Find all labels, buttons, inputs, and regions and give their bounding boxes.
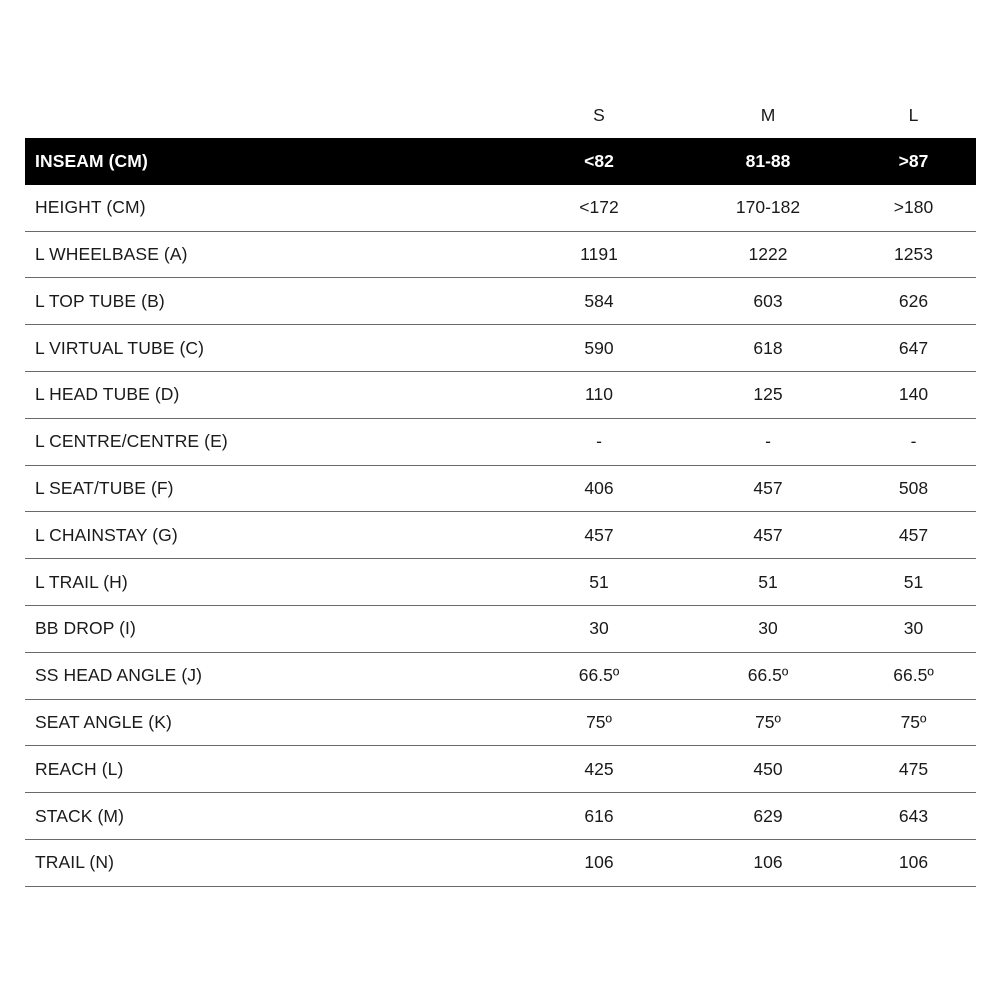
value-s: 106	[584, 852, 614, 873]
value-m: 629	[753, 805, 783, 826]
value-m: 30	[758, 618, 778, 639]
value-m: 603	[753, 290, 783, 311]
value-s: 457	[584, 524, 614, 545]
table-row-trail	[25, 840, 976, 887]
row-label: L WHEELBASE (A)	[35, 243, 188, 264]
value-s: 75º	[586, 711, 612, 732]
value-s: 406	[584, 477, 614, 498]
value-l: >87	[898, 150, 929, 171]
value-s: -	[596, 431, 602, 452]
row-label: STACK (M)	[35, 805, 125, 826]
column-header-l: L	[908, 104, 919, 125]
row-label: SS HEAD ANGLE (J)	[35, 665, 203, 686]
table-row-reach	[25, 746, 976, 793]
value-s: 590	[584, 337, 614, 358]
value-l: >180	[893, 197, 934, 218]
row-label: L SEAT/TUBE (F)	[35, 477, 174, 498]
value-l: 643	[898, 805, 929, 826]
value-m: 618	[753, 337, 783, 358]
value-l: 106	[898, 852, 929, 873]
value-s: 51	[589, 571, 609, 592]
value-l: 1253	[894, 243, 933, 264]
row-label: L CHAINSTAY (G)	[35, 524, 178, 545]
row-label: L VIRTUAL TUBE (C)	[35, 337, 205, 358]
value-l: 647	[898, 337, 929, 358]
value-s: 110	[585, 384, 613, 405]
value-m: 170-182	[735, 197, 801, 218]
row-label: SEAT ANGLE (K)	[35, 711, 172, 732]
table-row-centre-centre	[25, 419, 976, 466]
table-row-head-tube	[25, 372, 976, 419]
table-row-wheelbase	[25, 232, 976, 279]
table-row-height	[25, 185, 976, 232]
value-l: 75º	[900, 711, 927, 732]
column-header-m: M	[760, 104, 776, 125]
value-m: 106	[753, 852, 783, 873]
row-label: L HEAD TUBE (D)	[35, 384, 180, 405]
value-l: 66.5º	[893, 665, 934, 686]
value-s: 425	[584, 758, 614, 779]
value-m: 457	[753, 524, 783, 545]
table-row-chainstay	[25, 512, 976, 559]
table-header-row	[25, 92, 976, 138]
value-m: 457	[753, 477, 783, 498]
row-label: BB DROP (I)	[35, 618, 136, 639]
value-l: 508	[898, 477, 929, 498]
row-label: L CENTRE/CENTRE (E)	[35, 431, 228, 452]
value-m: 51	[758, 571, 778, 592]
value-l: 626	[898, 290, 929, 311]
row-label: L TRAIL (H)	[35, 571, 128, 592]
table-row-bb-drop	[25, 606, 976, 653]
value-m: -	[765, 431, 771, 452]
value-l: 51	[903, 571, 924, 592]
value-s: <172	[579, 197, 619, 218]
value-s: 584	[584, 290, 614, 311]
row-label: L TOP TUBE (B)	[35, 290, 165, 311]
value-s: 66.5º	[578, 665, 620, 686]
table-row-seat-angle	[25, 700, 976, 747]
value-m: 1222	[748, 243, 788, 264]
value-l: 475	[898, 758, 929, 779]
row-label: TRAIL (N)	[35, 852, 115, 873]
value-m: 75º	[755, 711, 781, 732]
row-label: INSEAM (CM)	[35, 150, 148, 171]
table-row-virtual-tube	[25, 325, 976, 372]
table-row-inseam	[25, 138, 976, 185]
table-row-head-angle	[25, 653, 976, 700]
value-l: 140	[898, 384, 929, 405]
table-row-top-tube	[25, 278, 976, 325]
value-m: 450	[753, 758, 783, 779]
row-label: REACH (L)	[35, 758, 124, 779]
table-row-seat-tube	[25, 466, 976, 513]
value-s: 616	[584, 805, 614, 826]
value-m: 81-88	[745, 150, 791, 171]
geometry-table	[25, 92, 976, 887]
table-row-l-trail	[25, 559, 976, 606]
value-l: -	[910, 431, 917, 452]
table-row-stack	[25, 793, 976, 840]
value-m: 125	[753, 384, 783, 405]
value-s: 30	[589, 618, 609, 639]
value-l: 30	[903, 618, 924, 639]
column-header-s: S	[593, 104, 605, 125]
value-m: 66.5º	[747, 665, 789, 686]
value-s: <82	[584, 150, 614, 171]
value-s: 1191	[580, 243, 618, 264]
value-l: 457	[898, 524, 929, 545]
row-label: HEIGHT (CM)	[35, 197, 146, 218]
